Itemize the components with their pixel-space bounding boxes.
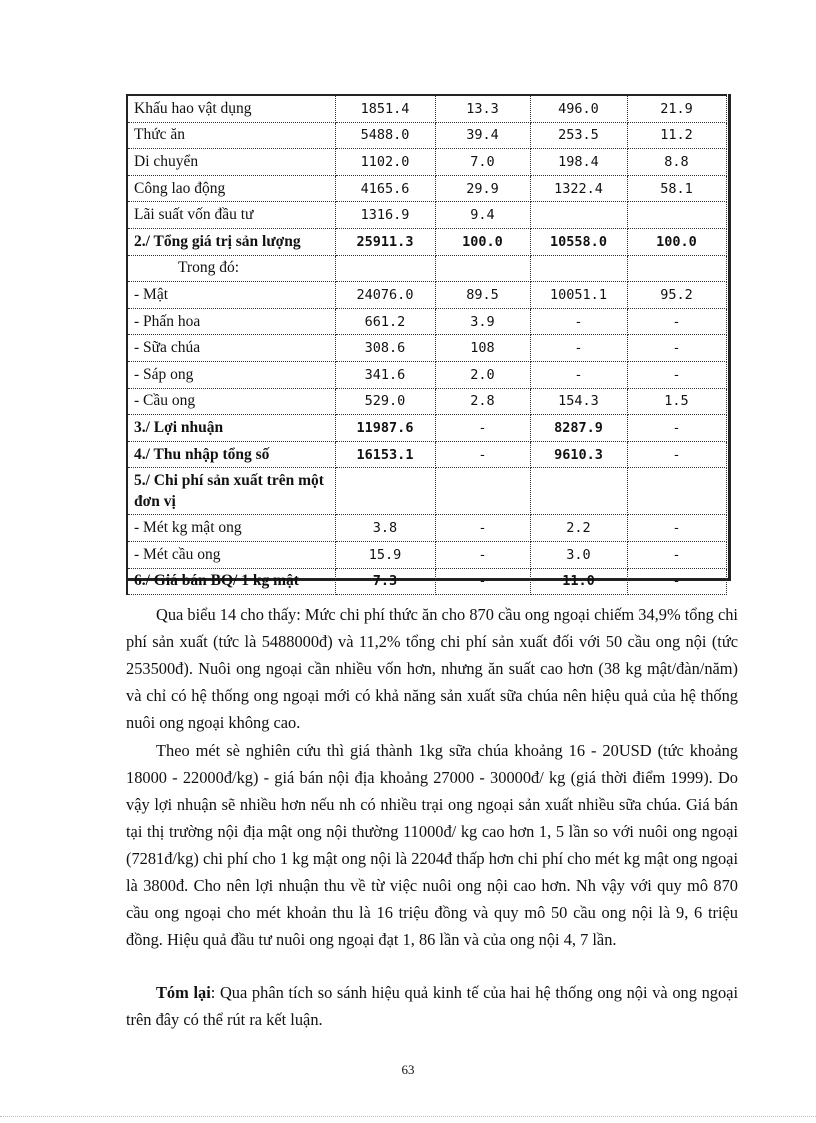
value-cell: 9610.3: [530, 441, 627, 468]
value-cell: 95.2: [627, 282, 726, 309]
value-cell: -: [435, 415, 530, 442]
value-cell: -: [530, 308, 627, 335]
value-cell: 10051.1: [530, 282, 627, 309]
table-row: [127, 228, 726, 255]
value-cell: [435, 255, 530, 282]
value-cell: -: [627, 361, 726, 388]
value-cell: 29.9: [435, 175, 530, 202]
value-cell: [435, 468, 530, 515]
table-row: [127, 175, 726, 202]
table-row: [127, 255, 726, 282]
value-cell: -: [627, 415, 726, 442]
table-row: [127, 441, 726, 468]
value-cell: 2.0: [435, 361, 530, 388]
value-cell: -: [627, 568, 726, 595]
value-cell: 4165.6: [335, 175, 435, 202]
value-cell: 11.2: [627, 122, 726, 149]
value-cell: 15.9: [335, 541, 435, 568]
row-label: - Sáp ong: [127, 361, 335, 388]
table-row: [127, 415, 726, 442]
row-label: - Mét cầu ong: [127, 541, 335, 568]
value-cell: -: [530, 361, 627, 388]
paragraph-1: Qua biểu 14 cho thấy: Mức chi phí thức ăn cho 870 cầu ong ngoại chiếm 34,9% tổng chi phí sản xuất (tức là 5488000đ) và 11,2% tổng chi phí sản xuất đối với 50 cầu ong nội (tức 253500đ). Nuôi ong ngoại cần nhiều vốn hơn, nhưng ăn suất cao hơn (38 kg mật/đàn/năm) và chỉ có hệ thống ong ngoại mới có khả năng sản xuất sữa chúa nên hiệu quả của hệ thống nuôi ong ngoại không cao.: [126, 605, 738, 732]
value-cell: 10558.0: [530, 228, 627, 255]
value-cell: [627, 255, 726, 282]
value-cell: 24076.0: [335, 282, 435, 309]
value-cell: 5488.0: [335, 122, 435, 149]
value-cell: 11987.6: [335, 415, 435, 442]
value-cell: 11.0: [530, 568, 627, 595]
table-row: [127, 335, 726, 362]
value-cell: [335, 468, 435, 515]
value-cell: 1316.9: [335, 202, 435, 229]
table-row: [127, 361, 726, 388]
row-label: 5./ Chi phí sản xuất trên một đơn vị: [127, 468, 335, 515]
value-cell: -: [435, 568, 530, 595]
row-label: 6./ Giá bán BQ/ 1 kg mật: [127, 568, 335, 595]
value-cell: 1102.0: [335, 149, 435, 176]
value-cell: 1322.4: [530, 175, 627, 202]
table-row: [127, 388, 726, 415]
row-label: - Phấn hoa: [127, 308, 335, 335]
table-row: [127, 95, 726, 122]
value-cell: 2.8: [435, 388, 530, 415]
value-cell: 108: [435, 335, 530, 362]
table-row: [127, 541, 726, 568]
value-cell: 529.0: [335, 388, 435, 415]
row-label: 4./ Thu nhập tổng số: [127, 441, 335, 468]
value-cell: 100.0: [627, 228, 726, 255]
table-row: [127, 149, 726, 176]
row-label: Lãi suất vốn đầu tư: [127, 202, 335, 229]
footer-divider: [0, 1116, 816, 1117]
statistics-table-frame: [126, 94, 731, 590]
table-row: [127, 308, 726, 335]
cost-revenue-table: [126, 94, 727, 595]
value-cell: 308.6: [335, 335, 435, 362]
value-cell: -: [435, 441, 530, 468]
value-cell: 89.5: [435, 282, 530, 309]
table-row: [127, 515, 726, 542]
value-cell: 7.3: [335, 568, 435, 595]
value-cell: 1.5: [627, 388, 726, 415]
row-label: Công lao động: [127, 175, 335, 202]
value-cell: 1851.4: [335, 95, 435, 122]
value-cell: 198.4: [530, 149, 627, 176]
value-cell: 3.0: [530, 541, 627, 568]
row-label: Di chuyển: [127, 149, 335, 176]
value-cell: -: [627, 515, 726, 542]
value-cell: 13.3: [435, 95, 530, 122]
value-cell: 7.0: [435, 149, 530, 176]
row-label: 3./ Lợi nhuận: [127, 415, 335, 442]
row-label: - Mét kg mật ong: [127, 515, 335, 542]
table-row: [127, 568, 726, 595]
value-cell: [627, 202, 726, 229]
page-number: 63: [401, 1062, 415, 1077]
value-cell: 154.3: [530, 388, 627, 415]
table-row: [127, 122, 726, 149]
value-cell: -: [627, 335, 726, 362]
table-row: [127, 468, 726, 515]
value-cell: 25911.3: [335, 228, 435, 255]
value-cell: [530, 202, 627, 229]
value-cell: 21.9: [627, 95, 726, 122]
table-row: [127, 202, 726, 229]
value-cell: -: [530, 335, 627, 362]
row-label: - Cầu ong: [127, 388, 335, 415]
value-cell: 39.4: [435, 122, 530, 149]
value-cell: 3.8: [335, 515, 435, 542]
value-cell: 2.2: [530, 515, 627, 542]
value-cell: 3.9: [435, 308, 530, 335]
value-cell: [530, 468, 627, 515]
value-cell: -: [435, 541, 530, 568]
row-label: 2./ Tổng giá trị sản lượng: [127, 228, 335, 255]
row-label: Thức ăn: [127, 122, 335, 149]
value-cell: -: [627, 541, 726, 568]
value-cell: 341.6: [335, 361, 435, 388]
value-cell: 100.0: [435, 228, 530, 255]
value-cell: -: [435, 515, 530, 542]
row-label: - Mật: [127, 282, 335, 309]
value-cell: [530, 255, 627, 282]
paragraph-2: Theo mét sè nghiên cứu thì giá thành 1kg sữa chúa khoảng 16 - 20USD (tức khoảng 18000 - 22000đ/kg) - giá bán nội địa khoảng 27000 - 30000đ/ kg (giá thời điểm 1999). Do vậy lợi nhuận sẽ nhiều hơn nếu nh có nhiều trại ong ngoại sản xuất nhiều sữa chúa. Giá bán tại thị trường nội địa mật ong nội thường 11000đ/ kg cao hơn 1, 5 lần so với nuôi ong ngoại (7281đ/kg) chi phí cho 1 kg mật ong nội là 2204đ thấp hơn chi phí cho mét kg mật ong ngoại là 3800đ. Cho nên lợi nhuận thu về từ việc nuôi ong nội cao hơn. Nh vậy với quy mô 870 cầu ong ngoại cho mét khoản thu là 16 triệu đồng và quy mô 50 cầu ong nội là 9, 6 triệu đồng. Hiệu quả đầu tư nuôi ong ngoại đạt 1, 86 lần và của ong nội 4, 7 lần.: [126, 741, 738, 949]
value-cell: 253.5: [530, 122, 627, 149]
value-cell: -: [627, 308, 726, 335]
value-cell: 8.8: [627, 149, 726, 176]
value-cell: [627, 468, 726, 515]
table-row: [127, 282, 726, 309]
value-cell: [335, 255, 435, 282]
row-label: Khấu hao vật dụng: [127, 95, 335, 122]
row-label: Trong đó:: [127, 255, 335, 282]
value-cell: 496.0: [530, 95, 627, 122]
row-label: - Sữa chúa: [127, 335, 335, 362]
value-cell: 661.2: [335, 308, 435, 335]
value-cell: 9.4: [435, 202, 530, 229]
value-cell: -: [627, 441, 726, 468]
value-cell: 8287.9: [530, 415, 627, 442]
value-cell: 16153.1: [335, 441, 435, 468]
paragraph-3: Tóm lại: Qua phân tích so sánh hiệu quả kinh tế của hai hệ thống ong nội và ong ngoại trên đây có thể rút ra kết luận.: [126, 983, 738, 1029]
value-cell: 58.1: [627, 175, 726, 202]
